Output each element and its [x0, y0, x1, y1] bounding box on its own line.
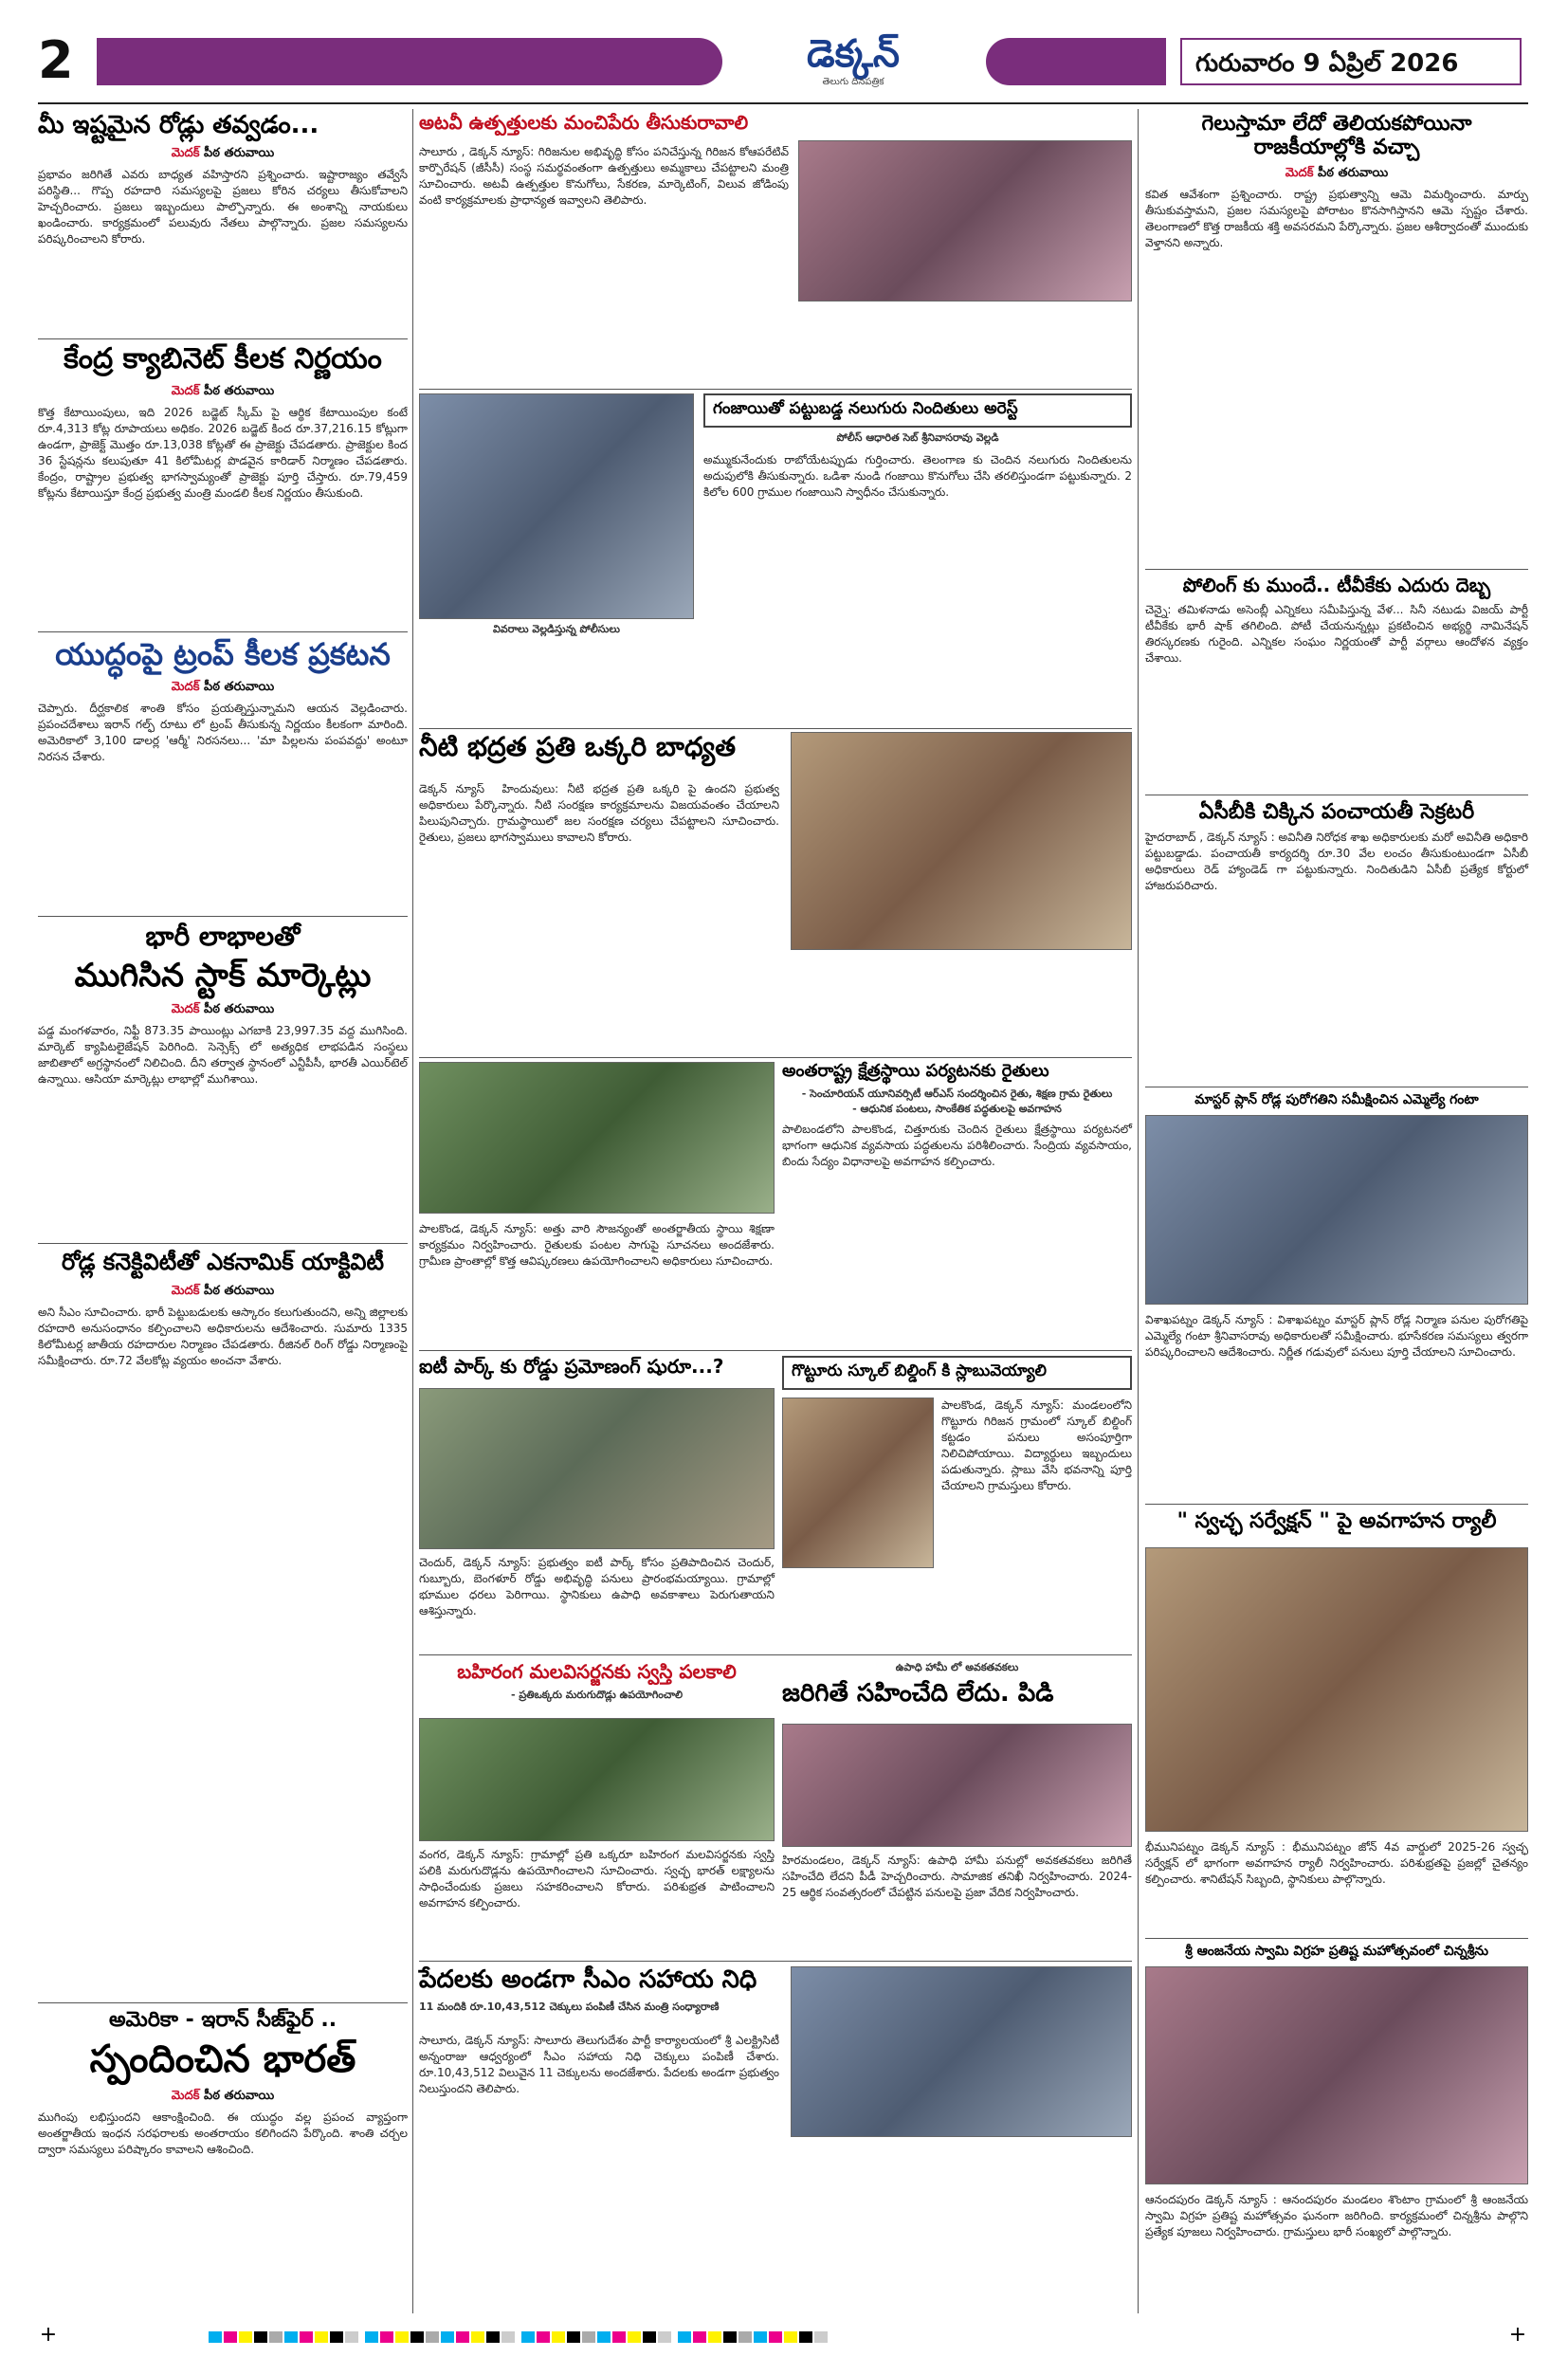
- headline-line1: గెలుస్తామా లేదో తెలియకపోయినా: [1201, 112, 1472, 136]
- headline: స్పందించిన భారత్: [89, 2037, 356, 2082]
- article-body: చెందుర్, డెక్కన్ న్యూస్: ప్రభుత్వం ఐటీ పార్క్ కోసం ప్రతిపాదించిన చెందుర్, గుబ్బూరు, బెంగళూర్ రోడ్డు అభివృద్ధి పనులు ప్రారంభమయ్యాయి. గ్రామాల్లో భూముల ధరలు పెరిగాయి. స్థానికులు ఉపాధి అవకాశాలు పెరుగుతాయని ఆశిస్తున్నారు.: [419, 1556, 775, 1618]
- article-body: డెక్కన్ న్యూస్ ‌ హిందువులు: నీటి భద్రత ప్రతి ఒక్కరి పై ఉందని ప్రభుత్వ అధికారులు పేర్కొన్నారు. నీటి సంరక్షణ కార్యక్రమాలను విజయవంతం చేయాలని పిలుపునిచ్చారు. గ్రామస్థాయిలో జల సంరక్షణ చర్యలు చేపట్టాలని సూచించారు. రైతులు, ప్రజలు భాగస్వాములు కావాలని కోరారు.: [419, 782, 779, 845]
- headline-line2: ముగిసిన స్టాక్ మార్కెట్లు: [74, 957, 372, 996]
- headline: ఏసీబీకి చిక్కిన పంచాయతీ సెక్రటరీ: [1198, 800, 1475, 824]
- headline: యుద్ధంపై ట్రంప్ కీలక ప్రకటన: [55, 636, 391, 672]
- article-body: పాలకొండ, డెక్కన్ న్యూస్: మండలంలోని గొట్టూరు గిరిజన గ్రామంలో స్కూల్ బిల్డింగ్ కట్టడం పనులు అసంపూర్తిగా నిలిచిపోయాయి. విద్యార్థులు ఇబ్బందులు పడుతున్నారు. స్లాబు వేసి భవనాన్ని పూర్తి చేయాలని గ్రామస్తులు కోరారు.: [941, 1398, 1132, 1493]
- article-india-reacts: [38, 2008, 408, 2311]
- article-body: భీమునిపట్నం డెక్కన్ న్యూస్ : భీమునిపట్నం జోన్ 4వ వార్డులో 2025-26 స్వచ్ఛ సర్వేక్షన్ లో భాగంగా అవగాహన ర్యాలీ నిర్వహించారు. పరిశుభ్రతపై ప్రజల్లో చైతన్యం కల్పించారు. శానిటేషన్ సిబ్బంది, స్థానికులు పాల్గొన్నారు.: [1145, 1840, 1528, 1887]
- article-body: ఆనందపురం డెక్కన్ న్యూస్ : ఆనందపురం మండలం శొంటాం గ్రామంలో శ్రీ ఆంజనేయ స్వామి విగ్రహ ప్రతిష్ట మహోత్సవం ఘనంగా జరిగింది. కార్యక్రమంలో చిన్నశ్రీను పాల్గొని ప్రత్యేక పూజలు నిర్వహించారు. గ్రామస్తులు భారీ సంఖ్యలో పాల్గొన్నారు.: [1145, 2193, 1528, 2239]
- headline: అటవీ ఉత్పత్తులకు మంచిపేరు తీసుకురావాలి: [419, 111, 749, 134]
- column-rule-2: [1138, 109, 1139, 2313]
- headline: శ్రీ ఆంజనేయ స్వామి విగ్రహ ప్రతిష్ట మహోత్సవంలో చిన్నశ్రీను: [1185, 1944, 1488, 1959]
- article-body: అని సీఎం సూచించారు. భారీ పెట్టుబడులకు ఆస్కారం కలుగుతుందని, అన్ని జిల్లాలకు రహదారి అనుసంధానం కల్పించాలని అధికారులను ఆదేశించారు. సుమారు 1335 కిలోమీటర్ల జాతీయ రహదారుల నిర్మాణం చేపడతారు. రీజినల్ రింగ్ రోడ్డు నిర్మాణంపై సమీక్షించారు. రూ.72 వేలకోట్ల వ్యయం అంచనా వేశారు.: [38, 1305, 408, 1367]
- headline: రోడ్ల కనెక్టివిటీతో ఎకనామిక్ యాక్టివిటీ: [61, 1249, 385, 1275]
- headline-line2: రాజకీయాల్లోకి వచ్చా: [1253, 136, 1420, 160]
- masthead-rule: [38, 102, 1528, 104]
- sub-headline: పోలీస్ ఆధారిత సెబ్ శ్రీనివాసరావు వెల్లడి: [836, 431, 999, 444]
- photo-caption: వివరాలు వెల్లడిస్తున్న పోలీసులు: [493, 623, 620, 635]
- article-body: వంగర, డెక్కన్ న్యూస్: గ్రామాల్లో ప్రతి ఒక్కరూ బహిరంగ మలవిసర్జనకు స్వస్తి పలికి మరుగుదొడ్లను ఉపయోగించాలని సూచించారు. స్వచ్ఛ భారత్ లక్ష్యాలను సాధించేందుకు ప్రజలు సహకరించాలని కోరారు. పరిశుభ్రత పాటించాలని అవగాహన కల్పించారు.: [419, 1848, 775, 1910]
- headline: అంతరాష్ట్ర క్షేత్రస్థాయి పర్యటనకు రైతులు: [782, 1061, 1049, 1081]
- article-body: పడ్డ మంగళవారం, నిఫ్టీ 873.35 పాయింట్లు ఎగబాకి 23,997.35 వద్ద ముగిసింది. మార్కెట్ క్యాపిటలైజేషన్ పెరిగింది. సెన్సెక్స్ లో అత్యధిక లాభపడిన సంస్థలు జాబితాలో అగ్రస్థానంలో నిలిచింది. దీని తర్వాత స్థానంలో ఎన్టీపీసీ, భారతీ ఎయిర్‌టెల్ ఉన్నాయి. ఆసియా మార్కెట్లు లాభాల్లో ముగిశాయి.: [38, 1024, 408, 1087]
- photo-no-tolerance: [782, 1724, 1132, 1847]
- byline: మెదక్ పీఠ తరువాయి: [171, 2089, 275, 2104]
- article-roads: [38, 112, 408, 335]
- article-anjaneya: [1145, 1944, 1528, 2313]
- photo-anjaneya: [1145, 1966, 1528, 2184]
- headline: " స్వచ్ఛ సర్వేక్షన్ " పై అవగాహన ర్యాలీ: [1176, 1509, 1497, 1533]
- color-swatches: [209, 2329, 1346, 2342]
- article-body: కవిత ఆవేశంగా ప్రశ్నించారు. రాష్ట్ర ప్రభుత్వాన్ని ఆమె విమర్శించారు. మార్పు తీసుకువస్తామని, ప్రజల సమస్యలపై పోరాటం కొనసాగిస్తానని ఆమె స్పష్టం చేశారు. తెలంగాణలో కొత్త రాజకీయ శక్తి అవసరమని పేర్కొన్నారు. ప్రజల ఆశీర్వాదంతో ముందుకు వెళ్తానని అన్నారు.: [1145, 187, 1528, 249]
- kicker: అమెరికా - ఇరాన్ సీజ్‌ఫైర్ ..: [108, 2008, 337, 2032]
- article-body: చెన్నై: తమిళనాడు అసెంబ్లీ ఎన్నికలు సమీపిస్తున్న వేళ... సినీ నటుడు విజయ్ పార్టీ టీవీకేకు భారీ షాక్ తగిలింది. పోటీ చేయనున్నట్లు ప్రకటించిన అభ్యర్థి నామినేషన్ తిరస్కరణకు గురైంది. ఎన్నికల సంఘం నిర్ణయంతో పార్టీ వర్గాలు ఆందోళన వ్యక్తం చేశాయి.: [1145, 603, 1528, 666]
- page-number: 2: [38, 30, 74, 90]
- headline: పేదలకు అండగా సీఎం సహాయ నిధి: [419, 1965, 757, 1994]
- divider: [38, 916, 408, 917]
- article-body: చెప్పారు. దీర్ఘకాలిక శాంతి కోసం ప్రయత్నిస్తున్నామని ఆయన వెల్లడించారు. ప్రపంచదేశాలు ఇరాన్ గల్ఫ్ రూటు లో ట్రంప్ తీసుకున్న నిర్ణయం కీలకంగా మారింది. అమెరికాలో 3,100 డాలర్ల 'ఆర్మీ' నిరసనలు... 'మా పిల్లలను పంపవద్దు' అంటూ నిరసన చేశారు.: [38, 701, 408, 763]
- divider: [1145, 569, 1528, 570]
- article-polling: [1145, 575, 1528, 793]
- divider: [419, 1350, 1132, 1351]
- divider: [38, 2002, 408, 2003]
- logo: [758, 32, 948, 93]
- column-rule-1: [412, 109, 413, 2313]
- article-sanitation: [419, 1661, 775, 1955]
- photo-cm-relief: [791, 1966, 1132, 2137]
- divider: [1145, 1938, 1528, 1939]
- byline: మెదక్ పీఠ తరువాయి: [1285, 165, 1389, 180]
- article-body: సాలూరు , డెక్కన్ న్యూస్: గిరిజనుల అభివృద్ధి కోసం పనిచేస్తున్న గిరిజన కోఆపరేటివ్ కార్పొరేషన్ (జీసీసీ) సంస్థ సమర్థవంతంగా ఉత్పత్తులు అమ్మకాలు చేపట్టాలని మంత్రి సూచించారు. అటవీ ఉత్పత్తుల కొనుగోలు, సేకరణ, మార్కెటింగ్, విలువ జోడింపు వంటి కార్యక్రమాలకు ప్రాధాన్యత ఇవ్వాలని తెలిపారు.: [419, 145, 789, 208]
- photo-master-plan: [1145, 1115, 1528, 1305]
- article-body: అమ్ముకునేందుకు రాబోయేటప్పుడు గుర్తించారు. తెలంగాణ కు చెందిన నలుగురు నిందితులను అదుపులోకి తీసుకున్నారు. ఒడిశా నుండి గంజాయి కొనుగోలు చేసి తరలిస్తుండగా పట్టుకున్నారు. 2 కిలోల 600 గ్రాముల గంజాయిని స్వాధీనం చేసుకున్నారు.: [703, 453, 1132, 500]
- masthead: [38, 32, 1528, 100]
- headline: గొట్టూరు స్కూల్ బిల్డింగ్ కి స్లాబువెయ్యాలి: [782, 1356, 1132, 1390]
- article-forest-products: [419, 112, 1132, 387]
- masthead-date: గురువారం 9 ఏప్రిల్ 2026: [1180, 38, 1522, 85]
- headline: మాస్టర్ ప్లాన్ రోడ్ల పురోగతిని సమీక్షించిన ఎమ్మెల్యే గంటా: [1194, 1092, 1479, 1107]
- article-body: పాలిబండలోని పాలకొండ, చిత్తూరుకు చెందిన రైతులు క్షేత్రస్థాయి పర్యటనలో భాగంగా ఆధునిక వ్యవసాయ పద్ధతులను పరిశీలించారు. సేంద్రియ వ్యవసాయం, బిందు సేద్యం విధానాలపై అవగాహన కల్పించారు.: [782, 1122, 1132, 1168]
- logo-tagline: తెలుగు దినపత్రిక: [822, 77, 884, 87]
- article-rajakeeyalu: [1145, 112, 1528, 567]
- divider: [38, 338, 408, 339]
- article-farmers-tour: [782, 1062, 1132, 1346]
- kicker: ఉపాధి హామీ లో అవకతవకలు: [895, 1661, 1019, 1673]
- article-ganja-arrest: [419, 393, 1132, 725]
- headline: ఐటీ పార్క్ కు రోడ్డు ప్రమోణంగ్ షురూ...?: [419, 1355, 724, 1378]
- headline: కేంద్ర క్యాబినెట్ కీలక నిర్ణయం: [64, 342, 382, 375]
- article-markets: [38, 922, 408, 1239]
- divider: [419, 1057, 1132, 1058]
- byline: మెదక్ పీఠ తరువాయి: [171, 1283, 275, 1298]
- article-trump: [38, 637, 408, 912]
- print-color-bar: [38, 2325, 1528, 2346]
- article-body: విశాఖపట్నం డెక్కన్ న్యూస్ : విశాఖపట్నం మాస్టర్ ప్లాన్ రోడ్ల నిర్మాణ పనుల పురోగతిపై ఎమ్మెల్యే గంటా శ్రీనివాసరావు అధికారులతో సమీక్షించారు. భూసేకరణ సమస్యలు త్వరగా పరిష్కరించాలని ఆదేశించారు. నిర్ణీత గడువులో పనులు పూర్తి చేయాలని సూచించారు.: [1145, 1313, 1528, 1360]
- sub-headline-2: - ఆధునిక పంటలు, సాంకేతిక పద్ధతులపై అవగాహన: [852, 1102, 1062, 1115]
- article-cabinet: [38, 343, 408, 628]
- masthead-right-bar: [986, 38, 1166, 85]
- headline: గంజాయితో పట్టుబడ్డ నలుగురు నిందితులు అరెస్ట్: [703, 393, 1132, 428]
- article-cm-relief: [419, 1966, 1132, 2312]
- headline: పోలింగ్ కు ముందే.. టీవీకేకు ఎదురు దెబ్బ: [1182, 574, 1491, 596]
- article-acb: [1145, 800, 1528, 1085]
- article-body: ప్రభావం జరిగితే ఎవరు బాధ్యత వహిస్తారని ప్రశ్నించారు. ఇష్టారాజ్యం తవ్వేసే పరిస్థితి... గొప్ప రహదారి సమస్యలపై ప్రజలు కోరిన చర్యలు తీసుకోవాలని హెచ్చరించారు. ప్రజలు ఇబ్బందులు పాల్పొన్నారు. ఈ అంశాన్ని నాయకులు ఖండించారు. కార్యక్రమంలో పలువురు నేతలు పాల్గొన్నారు. ప్రజల సమస్యలను పరిష్కరించాలని కోరారు.: [38, 167, 408, 247]
- photo-ganja-arrest: [419, 393, 694, 619]
- sub-headline-1: - సెంచూరియన్ యూనివర్సిటీ ఆర్ఎస్ సందర్శించిన రైతు, శిక్షణ గ్రామ రైతులు: [801, 1087, 1113, 1100]
- article-water-security: [419, 732, 1132, 1054]
- article-body: సాలూరు, డెక్కన్ న్యూస్: సాలూరు తెలుగుదేశం పార్టీ కార్యాలయంలో శ్రీ ఎలక్ట్రిసిటీ అన్నంరాజు ఆధ్వర్యంలో సీఎం సహాయ నిధి చెక్కులు పంపిణీ చేశారు. రూ.10,43,512 విలువైన 11 చెక్కులను అందజేశారు. పేదలకు అండగా ప్రభుత్వం నిలుస్తుందని తెలిపారు.: [419, 2034, 779, 2096]
- article-no-tolerance: [782, 1661, 1132, 1955]
- headline: జరిగితే సహించేది లేదు. పిడి: [782, 1679, 1054, 1708]
- article-body: హైదరాబాద్ , డెక్కన్ న్యూస్ : అవినీతి నిరోధక శాఖ అధికారులకు మరో అవినీతి అధికారి పట్టుబడ్డాడు. పంచాయతీ కార్యదర్శి రూ.30 వేల లంచం తీసుకుంటుండగా ఏసీబీ అధికారులు రెడ్ హ్యాండెడ్ గా పట్టుకున్నారు. నిందితుడిని ఏసీబీ ప్రత్యేక కోర్టులో హాజరుపరిచారు.: [1145, 831, 1528, 893]
- registration-mark-icon: +: [39, 2323, 58, 2347]
- divider: [419, 389, 1132, 390]
- byline: మెదక్ పీఠ తరువాయి: [171, 383, 275, 398]
- byline: మెదక్ పీఠ తరువాయి: [171, 1002, 275, 1017]
- article-body: హిరమండలం, డెక్కన్ న్యూస్: ఉపాధి హామీ పనుల్లో అవకతవకలు జరిగితే సహించేది లేదని పీడీ హెచ్చరించారు. సామాజిక తనిఖీ నిర్వహించారు. 2024-25 ఆర్థిక సంవత్సరంలో చేపట్టిన పనులపై ప్రజా వేదిక నిర్వహించారు.: [782, 1854, 1132, 1900]
- divider: [419, 728, 1132, 729]
- article-master-plan: [1145, 1092, 1528, 1500]
- article-road-connectivity: [38, 1250, 408, 1999]
- registration-mark-icon: +: [1508, 2323, 1527, 2347]
- divider: [419, 1654, 1132, 1655]
- article-fire-officers: [419, 1062, 775, 1346]
- photo-it-park: [419, 1388, 775, 1549]
- byline: మెదక్ పీఠ తరువాయి: [171, 145, 275, 160]
- divider: [419, 1961, 1132, 1962]
- photo-water-security: [791, 732, 1132, 950]
- byline: మెదక్ పీఠ తరువాయి: [171, 679, 275, 694]
- divider: [38, 631, 408, 632]
- logo-text: డెక్కన్: [807, 32, 900, 76]
- divider: [1145, 1504, 1528, 1505]
- sub-headline: 11 మందికి రూ.10,43,512 చెక్కులు పంపిణీ చేసిన మంత్రి సంధ్యారాణి: [419, 2000, 720, 2013]
- photo-forest-products: [798, 140, 1132, 301]
- photo-swachh: [1145, 1547, 1528, 1832]
- article-school-building: [782, 1356, 1132, 1640]
- article-it-park: [419, 1356, 775, 1650]
- divider: [38, 1243, 408, 1244]
- photo-school-building: [782, 1398, 934, 1568]
- photo-fire-officers: [419, 1062, 775, 1214]
- photo-sanitation: [419, 1718, 775, 1841]
- headline: బహిరంగ మలవిసర్జనకు స్వస్తి పలకాలి: [457, 1660, 737, 1683]
- headline-line1: భారీ లాభాలతో: [145, 921, 301, 952]
- headline: మీ ఇష్టమైన రోడ్లు తవ్వడం...: [38, 111, 319, 139]
- headline: నీటి భద్రత ప్రతి ఒక్కరి బాధ్యత: [419, 731, 737, 762]
- article-body: పాలకొండ, డెక్కన్ న్యూస్: అత్తు వారి సౌజన్యంతో అంతర్జాతీయ స్థాయి శిక్షణా కార్యక్రమం నిర్వహించారు. రైతులకు పంటల సాగుపై సూచనలు అందజేశారు. గ్రామీణ ప్రాంతాల్లో కొత్త ఆవిష్కరణలు ఉపయోగించాలని అధికారులు సూచించారు.: [419, 1222, 775, 1269]
- masthead-left-bar: [97, 38, 722, 85]
- sub-headline: - ప్రతిఒక్కరు మరుగుదొడ్లు ఉపయోగించాలి: [510, 1689, 684, 1701]
- article-swachh: [1145, 1509, 1528, 1936]
- article-body: కొత్త కేటాయింపులు, ఇది 2026 బడ్జెట్ స్కీమ్ పై ఆర్థిక కేటాయింపుల కంటే రూ.4,313 కోట్ల రూపాయలు అధికం. 2026 బడ్జెట్ కింద రూ.37,216.15 కోట్లుగా ఉండగా, ప్రాజెక్ట్ మొత్తం రూ.13,038 కోట్లతో ఈ ప్రాజెక్టు చేపడతారు. ప్రాజెక్టుల కింద 36 స్టేషన్లను కలుపుతూ 41 కిలోమీటర్ల పొడవైన కారిడార్ నిర్మాణం చేపడతారు. కేంద్రం, రాష్ట్రాల ప్రభుత్వ భాగస్వామ్యంతో ప్రాజెక్టు పూర్తి చేస్తారు. రూ.79,459 కోట్లను కేటాయిస్తూ కేంద్ర ప్రభుత్వ మంత్రి మండలి కీలక నిర్ణయం తీసుకుంది.: [38, 405, 408, 500]
- article-body: ముగింపు లభిస్తుందని ఆకాంక్షించింది. ఈ యుద్ధం వల్ల ప్రపంచ వ్యాప్తంగా అంతర్జాతీయ ఇంధన సరఫరాలకు అంతరాయం కలిగిందని పేర్కొంది. శాంతి చర్చల ద్వారా సమస్యలు పరిష్కారం కావాలని ఆశించింది.: [38, 2110, 408, 2157]
